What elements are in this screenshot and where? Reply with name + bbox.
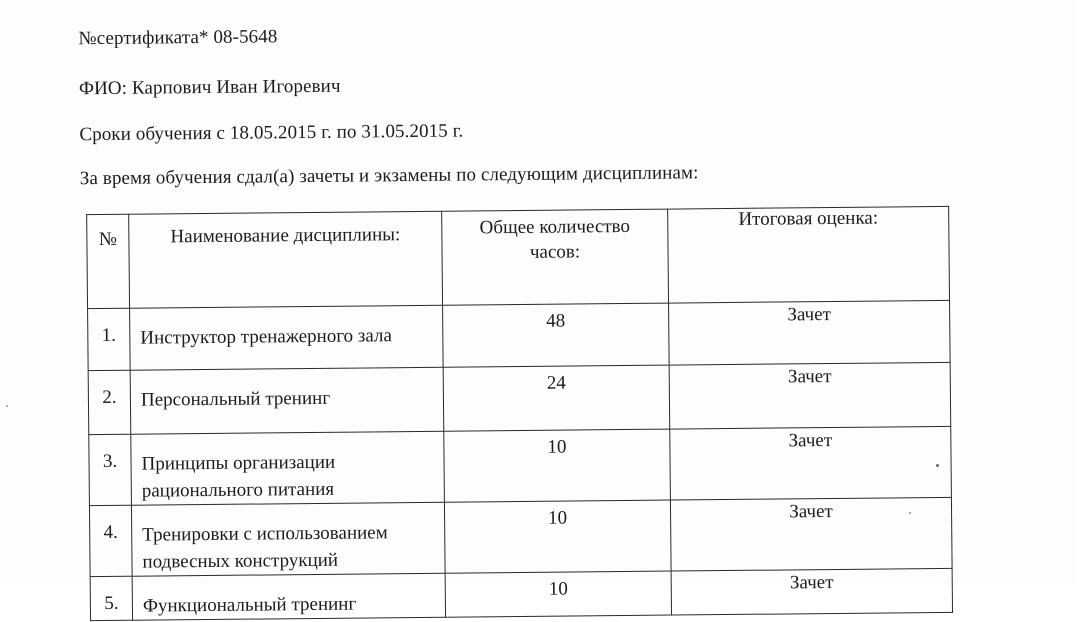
discipline-name-line1: Персональный тренинг bbox=[140, 387, 331, 411]
hours-value: 10 bbox=[444, 429, 671, 502]
discipline-name bbox=[130, 305, 444, 370]
discipline-name bbox=[131, 502, 445, 576]
row-number: 3. bbox=[89, 434, 132, 505]
hours-value: 24 bbox=[443, 365, 670, 431]
table-row bbox=[88, 362, 951, 434]
grade-value: Зачет bbox=[669, 300, 951, 365]
certificate-number: №сертификата* 08-5648 bbox=[78, 26, 278, 50]
discipline-name bbox=[130, 367, 444, 434]
column-header-number: № bbox=[87, 214, 130, 308]
column-header-grade: Итоговая оценка: bbox=[668, 206, 950, 303]
disciplines-intro: За время обучения сдал(а) зачеты и экзамены по следующим дисциплинам: bbox=[79, 162, 699, 190]
discipline-name-line1: Принципы организации bbox=[141, 451, 336, 475]
disciplines-table bbox=[86, 206, 953, 621]
row-number: 1. bbox=[88, 308, 131, 370]
student-name: ФИО: Карпович Иван Игоревич bbox=[78, 75, 341, 100]
grade-value: Зачет bbox=[670, 497, 952, 571]
discipline-name bbox=[132, 573, 445, 620]
column-header-discipline: Наименование дисциплины: bbox=[129, 211, 443, 308]
hours-value: 10 bbox=[445, 571, 671, 617]
table-header-row bbox=[87, 206, 950, 308]
discipline-name-line2: рационального питания bbox=[141, 478, 335, 502]
table-row bbox=[89, 497, 952, 576]
table-row bbox=[88, 300, 951, 370]
column-header-hours-line2: часов: bbox=[529, 241, 581, 263]
column-header-hours bbox=[442, 209, 669, 305]
table-row bbox=[90, 568, 952, 620]
row-number: 2. bbox=[88, 370, 131, 434]
discipline-name-line1: Инструктор тренажерного зала bbox=[140, 325, 392, 349]
discipline-name-line1: Тренировки с использованием bbox=[142, 522, 388, 546]
scan-speck bbox=[909, 512, 911, 514]
discipline-name bbox=[131, 431, 445, 505]
scan-speck bbox=[936, 464, 939, 467]
row-number: 5. bbox=[90, 576, 132, 620]
row-number: 4. bbox=[89, 505, 132, 576]
grade-value: Зачет bbox=[670, 426, 952, 500]
scan-speck bbox=[6, 405, 8, 407]
study-period: Сроки обучения с 18.05.2015 г. по 31.05.2015 г. bbox=[79, 120, 464, 146]
table-row bbox=[89, 426, 952, 505]
grade-value: Зачет bbox=[669, 362, 951, 429]
discipline-name-line2: подвесных конструкций bbox=[142, 549, 339, 573]
hours-value: 10 bbox=[444, 500, 671, 573]
column-header-hours-line1: Общее количество bbox=[479, 215, 631, 239]
grade-value: Зачет bbox=[671, 568, 952, 615]
discipline-name-line1: Функциональный тренинг bbox=[142, 593, 357, 617]
hours-value: 48 bbox=[443, 303, 670, 367]
